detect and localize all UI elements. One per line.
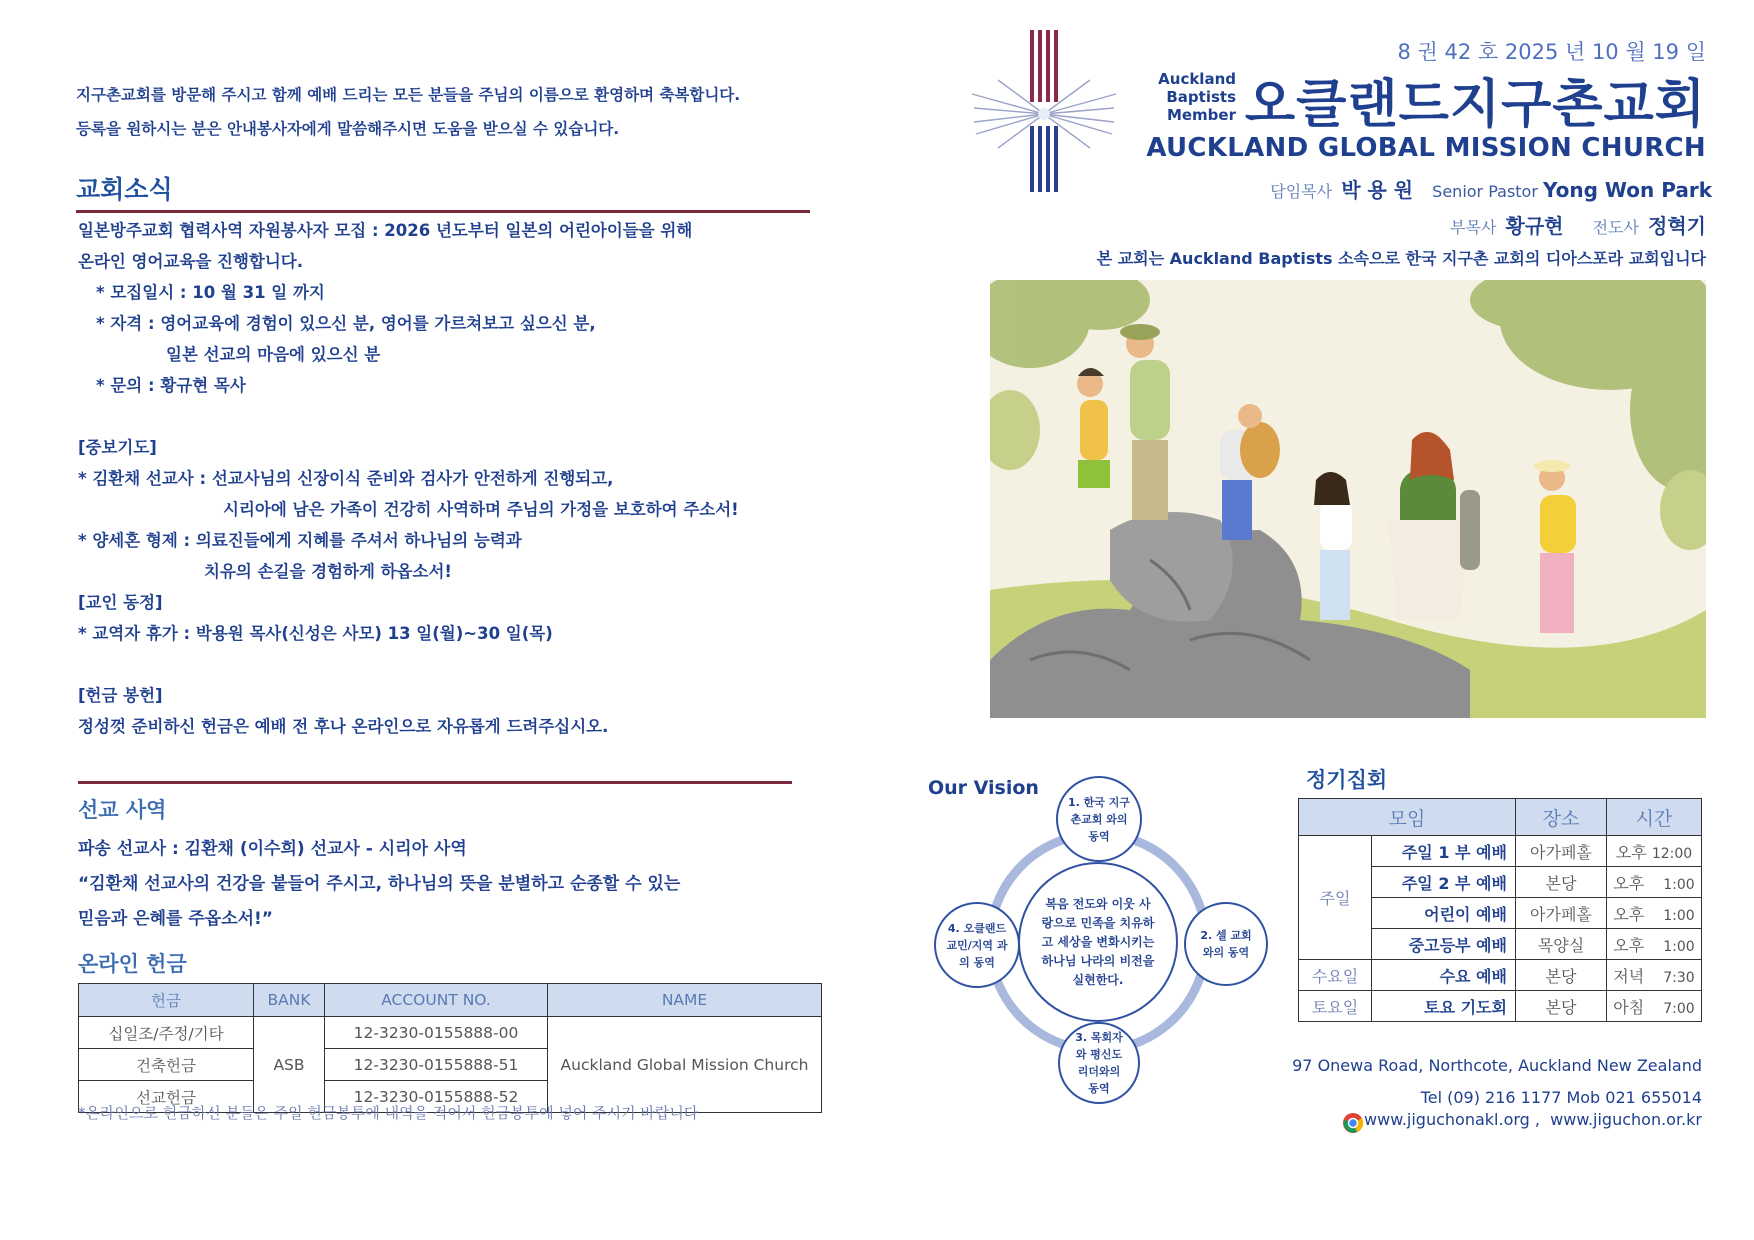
- associate-pastor-name: 황규현: [1505, 214, 1564, 238]
- schedule-header: [1299, 799, 1702, 836]
- vision-node-text: 3. 목회자와 평신도 리더와의 동역: [1075, 1031, 1123, 1095]
- news-title: 교회소식: [76, 175, 173, 204]
- news-line: 일본 선교의 마음에 있으신 분: [166, 345, 381, 364]
- welcome-text: [76, 78, 740, 146]
- account-number: 12-3230-0155888-51: [325, 1049, 548, 1081]
- mission-line: 파송 선교사 : 김환채 (이수희) 선교사 - 시리아 사역: [78, 839, 467, 859]
- meeting-time: [1606, 929, 1701, 960]
- chrome-icon: [1342, 1112, 1364, 1134]
- hikers-illustration: [990, 280, 1706, 718]
- column-header: BANK: [254, 984, 325, 1017]
- church-websites[interactable]: www.jiguchonakl.org , www.jiguchon.or.kr: [1364, 1110, 1702, 1129]
- meeting-name: 주일 1 부 예배: [1372, 836, 1516, 867]
- hikers-helping-image: [990, 280, 1706, 718]
- table-row: [79, 1017, 822, 1049]
- account-number: 12-3230-0155888-52: [325, 1081, 548, 1113]
- vision-node-3: [1058, 1022, 1140, 1104]
- welcome-line: 지구촌교회를 방문해 주시고 함께 예배 드리는 모든 분들을 주님의 이름으로 환영하며 축복합니다.: [76, 86, 741, 104]
- meeting-name: 토요 기도회: [1372, 991, 1516, 1022]
- senior-pastor-korean-label: 담임목사: [1270, 182, 1333, 201]
- vision-node-4: [934, 902, 1020, 988]
- news-line: 치유의 손길을 경험하게 하옵소서!: [204, 562, 452, 581]
- column-header: NAME: [548, 984, 822, 1017]
- meeting-time: [1606, 960, 1701, 991]
- ab-line: Baptists: [1166, 88, 1236, 106]
- account-number: 12-3230-0155888-00: [325, 1017, 548, 1049]
- time-ampm: 오후: [1613, 904, 1645, 924]
- member-news-heading: [교인 동정]: [78, 593, 163, 612]
- staff-line: [1450, 210, 1706, 239]
- evangelist-name: 정혁기: [1648, 214, 1706, 238]
- news-line: 일본방주교회 협력사역 자원봉사자 모집 : 2026 년도부터 일본의 어린아이들을 위해: [78, 221, 693, 240]
- time-ampm: 오후: [1613, 935, 1645, 955]
- offering-type: 십일조/주정/기타: [79, 1017, 254, 1049]
- news-line: 정성껏 준비하신 헌금은 예배 전 후나 온라인으로 자유롭게 드려주십시오.: [78, 717, 609, 736]
- associate-pastor-label: 부목사: [1450, 218, 1497, 237]
- time-ampm: 저녁: [1613, 966, 1645, 986]
- bank-name: ASB: [254, 1017, 325, 1113]
- cross-logo-icon: [968, 30, 1120, 192]
- group-label: 수요일: [1299, 960, 1372, 991]
- news-line: * 김환채 선교사 : 선교사님의 신장이식 준비와 검사가 안전하게 진행되고,: [78, 469, 614, 488]
- column-header: 모임: [1299, 799, 1516, 836]
- ab-line: Auckland: [1158, 70, 1236, 88]
- issue-date: 8 권 42 호 2025 년 10 월 19 일: [1397, 40, 1706, 64]
- ab-line: Member: [1166, 106, 1236, 124]
- meeting-place: 본당: [1515, 867, 1606, 898]
- church-address: 97 Onewa Road, Northcote, Auckland New Zealand: [1292, 1056, 1702, 1075]
- meeting-time: [1606, 898, 1701, 929]
- table-row: [1299, 991, 1702, 1022]
- auckland-baptists-member: [1146, 70, 1236, 124]
- meeting-time: [1606, 991, 1701, 1022]
- news-line: * 교역자 휴가 : 박용원 목사(신성은 사모) 13 일(월)~30 일(목): [78, 624, 553, 643]
- senior-pastor-korean-name: 박 용 원: [1341, 178, 1414, 202]
- online-offering-title: 온라인 헌금: [78, 952, 187, 976]
- senior-pastor-english-name: Yong Won Park: [1543, 178, 1712, 202]
- account-name: Auckland Global Mission Church: [548, 1017, 822, 1113]
- group-label: 토요일: [1299, 991, 1372, 1022]
- meeting-name: 중고등부 예배: [1372, 929, 1516, 960]
- news-line: 온라인 영어교육을 진행합니다.: [78, 252, 303, 271]
- news-line: * 자격 : 영어교육에 경험이 있으신 분, 영어를 가르쳐보고 싶으신 분,: [96, 314, 596, 333]
- column-header: ACCOUNT NO.: [325, 984, 548, 1017]
- vision-node-1: [1056, 776, 1142, 862]
- bank-table-header: [79, 984, 822, 1017]
- news-line: 시리아에 남은 가족이 건강히 사역하며 주님의 가정을 보호하여 주소서!: [223, 500, 739, 519]
- time-value: 1:00: [1663, 907, 1695, 924]
- schedule-table: [1298, 798, 1702, 1022]
- church-logo: [968, 30, 1120, 192]
- vision-title: Our Vision: [928, 777, 1039, 799]
- group-label: 주일: [1299, 836, 1372, 960]
- column-header: 장소: [1515, 799, 1606, 836]
- offering-heading: [헌금 봉헌]: [78, 686, 163, 705]
- mission-divider: [78, 781, 792, 784]
- news-line: * 문의 : 황규현 목사: [96, 376, 246, 395]
- senior-pastor-english-label: Senior Pastor: [1432, 182, 1538, 201]
- offering-type: 선교헌금: [79, 1081, 254, 1113]
- bank-table: [78, 983, 822, 1113]
- meeting-time: [1606, 867, 1701, 898]
- time-ampm: 오후: [1613, 873, 1645, 893]
- time-value: 1:00: [1663, 938, 1695, 955]
- evangelist-label: 전도사: [1592, 218, 1639, 237]
- church-korean-name: 오클랜드지구촌교회: [1244, 75, 1706, 135]
- meeting-place: 아가페홀: [1515, 836, 1606, 867]
- church-english-name: AUCKLAND GLOBAL MISSION CHURCH: [1146, 133, 1706, 163]
- news-line: * 양세혼 형제 : 의료진들에게 지혜를 주셔서 하나님의 능력과: [78, 531, 522, 550]
- mission-line: “김환채 선교사의 건강을 붙들어 주시고, 하나님의 뜻을 분별하고 순종할 수 있는: [78, 874, 681, 894]
- vision-diagram: [926, 772, 1266, 1108]
- vision-node-text: 1. 한국 지구촌교회 와의 동역: [1068, 795, 1130, 843]
- time-ampm: 오후: [1615, 842, 1647, 862]
- vision-center-text: 복음 전도와 이웃 사랑으로 민족을 치유하고 세상을 변화시키는 하나님 나라의 비전을 실현한다.: [1041, 896, 1155, 987]
- offering-type: 건축헌금: [79, 1049, 254, 1081]
- senior-pastor-line: [1270, 174, 1712, 203]
- column-header: 헌금: [79, 984, 254, 1017]
- vision-center: [1018, 862, 1178, 1022]
- table-row: [1299, 960, 1702, 991]
- meeting-name: 어린이 예배: [1372, 898, 1516, 929]
- meeting-time: [1606, 836, 1701, 867]
- church-phone: Tel (09) 216 1177 Mob 021 655014: [1420, 1088, 1702, 1107]
- meeting-place: 목양실: [1515, 929, 1606, 960]
- prayer-heading: [중보기도]: [78, 438, 157, 457]
- online-offering-note: *온라인으로 헌금하신 분들은 주일 헌금봉투에 내역을 적어서 헌금봉투에 넣어 주시기 바랍니다: [78, 1104, 699, 1122]
- mission-line: 믿음과 은혜를 주옵소서!”: [78, 909, 273, 929]
- time-value: 7:30: [1663, 969, 1695, 986]
- meeting-place: 본당: [1515, 991, 1606, 1022]
- mission-title: 선교 사역: [78, 798, 167, 822]
- vision-node-text: 2. 셀 교회와의 동역: [1200, 929, 1252, 959]
- meeting-place: 아가페홀: [1515, 898, 1606, 929]
- time-value: 7:00: [1663, 1000, 1695, 1017]
- meeting-place: 본당: [1515, 960, 1606, 991]
- column-header: 시간: [1606, 799, 1701, 836]
- schedule-title: 정기집회: [1306, 768, 1388, 792]
- time-value: 1:00: [1663, 876, 1695, 893]
- time-ampm: 아침: [1613, 997, 1645, 1017]
- table-row: [1299, 836, 1702, 867]
- mission-body: [78, 832, 680, 937]
- meeting-name: 주일 2 부 예배: [1372, 867, 1516, 898]
- church-statement: 본 교회는 Auckland Baptists 소속으로 한국 지구촌 교회의 디아스포라 교회입니다: [1096, 249, 1706, 268]
- meeting-name: 수요 예배: [1372, 960, 1516, 991]
- news-divider: [76, 210, 810, 213]
- vision-node-text: 4. 오클랜드 교민/지역 과의 동역: [946, 921, 1008, 969]
- time-value: 12:00: [1651, 845, 1693, 862]
- vision-node-2: [1184, 902, 1268, 986]
- news-line: * 모집일시 : 10 월 31 일 까지: [96, 283, 325, 302]
- registration-line: 등록을 원하시는 분은 안내봉사자에게 말씀해주시면 도움을 받으실 수 있습니다.: [76, 120, 620, 138]
